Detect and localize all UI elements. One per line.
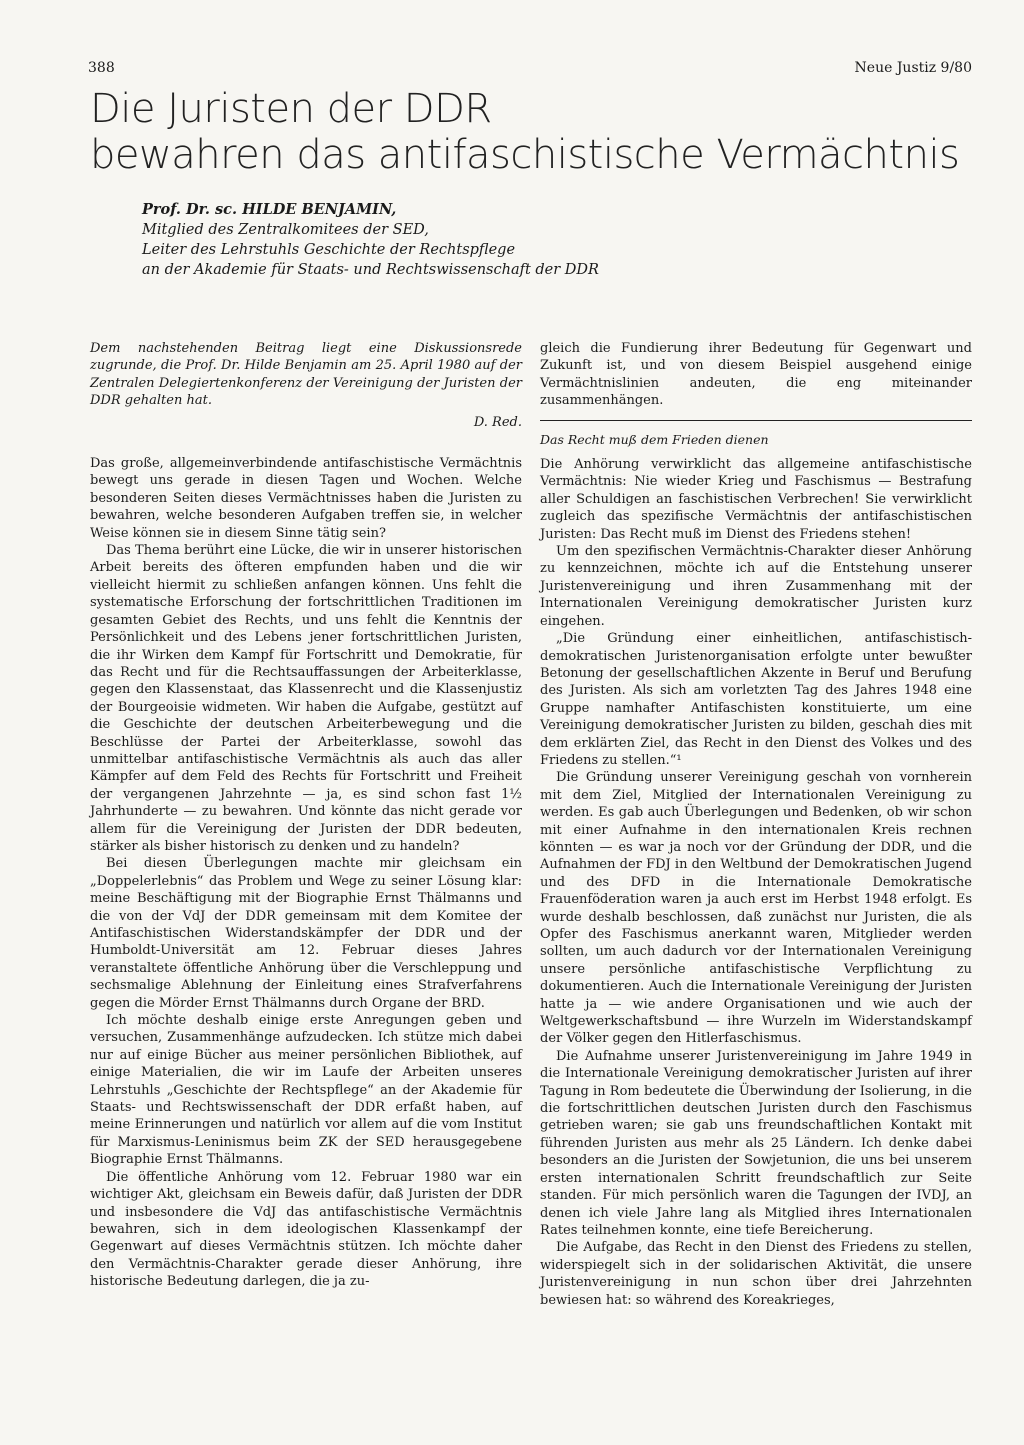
body-paragraph: Die Aufnahme unserer Juristenvereinigung im Jahre 1949 in die Internationale Vereinigung demokratischer Juristen auf ihrer Tagung in Rom bedeutete die Überwindung der Isolierung, in die die fortschrittlichen deutschen Juristen durch den Faschismus getrieben waren; sie gab uns freundschaftlichen Kontakt mit führenden Juristen aus mehr als 25 Ländern. Ich denke dabei besonders an die Juristen der Sowjetunion, die uns bei unserem ersten internationalen Schritt freundschaftlich zur Seite standen. Für mich persönlich waren die Tagungen der IVDJ, an denen ich viele Jahre lang als Mitglied ihres Internationalen Rates teilnehmen konnte, eine tiefe Bereicherung.	[540, 1048, 972, 1238]
author-affiliation: an der Akademie für Staats- und Rechtswissenschaft der DDR	[142, 262, 599, 278]
editorial-signature: D. Red.	[473, 414, 522, 430]
body-paragraph: Ich möchte deshalb einige erste Anregungen geben und versuchen, Zusammenhänge aufzudecken. Ich stütze mich dabei nur auf einige Bücher aus meiner persönlichen Bibliothek, auf einige Materialien, die wir im Laufe der Arbeiten unseres Lehrstuhls „Geschichte der Rechtspflege“ an der Akademie für Staats- und Rechtswissenschaft der DDR erfaßt haben, auf meine Erinnerungen und natürlich vor allem auf die vom Institut für Marxismus-Leninismus beim ZK der SED herausgegebene Biographie Ernst Thälmanns.	[90, 1013, 522, 1168]
body-paragraph: Die öffentliche Anhörung vom 12. Februar 1980 war ein wichtiger Akt, gleichsam ein Beweis dafür, daß Juristen der DDR und insbesondere die VdJ das antifaschistische Vermächtnis bewahren, sich in dem ideologischen Klassenkampf der Gegenwart auf dieses Vermächtnis stützen. Ich möchte daher den Vermächtnis-Charakter gerade dieser Anhörung, ihre historische Bedeutung darlegen, die ja zu-	[90, 1169, 522, 1290]
author-affiliation: Mitglied des Zentralkomitees der SED,	[142, 222, 429, 238]
author-block	[142, 200, 972, 280]
author-name: Prof. Dr. sc. HILDE BENJAMIN,	[142, 201, 397, 218]
title-line: bewahren das antifaschistische Vermächtnis	[90, 132, 960, 178]
article-title	[90, 86, 970, 178]
title-line: Die Juristen der DDR	[90, 86, 492, 132]
body-paragraph: Das große, allgemeinverbindende antifaschistische Vermächtnis bewegt uns gerade in diesen Tagen und Wochen. Welche besonderen Seiten dieses Vermächtnisses haben die Juristen zu bewahren, welche besonderen Aufgaben treffen sie, in welcher Weise können sie in diesem Sinne tätig sein?	[90, 456, 522, 541]
left-column	[90, 340, 522, 1291]
body-paragraph: Das Thema berührt eine Lücke, die wir in unserer historischen Arbeit bereits des öfteren empfunden haben und die wir vielleicht hiermit zu schließen anfangen können. Uns fehlt die systematische Erforschung der fortschrittlichen Traditionen im gesamten Gebiet des Rechts, und uns fehlt die Kenntnis der Persönlichkeit und des Lebens jener fortschrittlichen Juristen, die ihr Wirken dem Kampf für Fortschritt und Demokratie, für das Recht und für die Rechtsauffassungen der Arbeiterklasse, gegen den Klassenstaat, das Klassenrecht und die Klassenjustiz der Bourgeoisie widmeten. Wir haben die Aufgabe, gestützt auf die Geschichte der deutschen Arbeiterbewegung und die Beschlüsse der Partei der Arbeiterklasse, sowohl das unmittelbar antifaschistische Vermächtnis als auch das aller Kämpfer auf dem Feld des Rechts für Fortschritt und Freiheit der vergangenen Jahrzehnte — ja, es sind schon fast 1½ Jahrhunderte — zu bewahren. Und könnte das nicht gerade vor allem für die Vereinigung der Juristen der DDR bedeuten, stärker als bisher historisch zu denken und zu handeln?	[90, 543, 522, 854]
section-heading: Das Recht muß dem Frieden dienen	[540, 420, 972, 448]
body-paragraph: Die Gründung unserer Vereinigung geschah von vornherein mit dem Ziel, Mitglied der Internationalen Vereinigung zu werden. Es gab auch Überlegungen und Bedenken, ob wir schon mit einer Aufnahme in den internationalen Kreis rechnen könnten — es war ja noch vor der Gründung der DDR, und die Aufnahmen der FDJ in den Weltbund der Demokratischen Jugend und des DFD in die Internationale Demokratische Frauenföderation waren ja auch erst im Herbst 1948 erfolgt. Es wurde deshalb beschlossen, daß zunächst nur Juristen, die als Opfer des Faschismus anerkannt waren, Mitglieder werden sollten, um auch dadurch vor der Internationalen Vereinigung unsere persönliche antifaschistische Verpflichtung zu dokumentieren. Auch die Internationale Vereinigung der Juristen hatte ja — wie andere Organisationen und wie auch der Weltgewerkschaftsbund — ihre Wurzeln im Widerstandskampf der Völker gegen den Hitlerfaschismus.	[540, 770, 972, 1047]
body-paragraph: „Die Gründung einer einheitlichen, antifaschistisch-demokratischen Juristenorganisation erfolgte unter bewußter Betonung der gesellschaftlichen Akzente in Beruf und Berufung des Juristen. Als sich am vorletzten Tag des Jahres 1948 eine Gruppe namhafter Antifaschisten konstituierte, um eine Vereinigung demokratischer Juristen zu bilden, geschah dies mit dem erklärten Ziel, das Recht in den Dienst des Volkes und des Friedens zu stellen.“¹	[540, 631, 972, 768]
journal-issue: Neue Justiz 9/80	[854, 60, 972, 76]
page-number: 388	[88, 60, 115, 76]
editorial-note: Dem nachstehenden Beitrag liegt eine Diskussionsrede zugrunde, die Prof. Dr. Hilde Benjamin am 25. April 1980 auf der Zentralen Delegiertenkonferenz der Vereinigung der Juristen der DDR gehalten hat.	[90, 341, 522, 409]
right-column	[540, 340, 972, 1309]
body-paragraph: Bei diesen Überlegungen machte mir gleichsam ein „Doppelerlebnis“ das Problem und Wege zu seiner Lösung klar: meine Beschäftigung mit der Biographie Ernst Thälmanns und die von der VdJ der DDR gemeinsam mit dem Komitee der Antifaschistischen Widerstandskämpfer der DDR und der Humboldt-Universität am 12. Februar dieses Jahres veranstaltete öffentliche Anhörung über die Verschleppung und sechsmalige Ablehnung der Einleitung eines Strafverfahrens gegen die Mörder Ernst Thälmanns durch Organe der BRD.	[90, 856, 522, 1011]
body-paragraph: Um den spezifischen Vermächtnis-Charakter dieser Anhörung zu kennzeichnen, möchte ich auf die Entstehung unserer Juristenvereinigung und ihren Zusammenhang mit der Internationalen Vereinigung demokratischer Juristen kurz eingehen.	[540, 544, 972, 629]
author-affiliation: Leiter des Lehrstuhls Geschichte der Rechtspflege	[142, 242, 516, 258]
body-paragraph: Die Anhörung verwirklicht das allgemeine antifaschistische Vermächtnis: Nie wieder Krieg und Faschismus — Bestrafung aller Schuldigen an faschistischen Verbrechen! Sie verwirklicht zugleich das spezifische Vermächtnis der antifaschistischen Juristen: Das Recht muß im Dienst des Friedens stehen!	[540, 457, 972, 542]
page-header	[88, 60, 972, 80]
body-paragraph: gleich die Fundierung ihrer Bedeutung für Gegenwart und Zukunft ist, und von diesem Beispiel ausgehend einige Vermächtnislinien andeuten, die eng miteinander zusammenhängen.	[540, 341, 972, 409]
body-paragraph: Die Aufgabe, das Recht in den Dienst des Friedens zu stellen, widerspiegelt sich in der solidarischen Aktivität, die unsere Juristenvereinigung in nun schon über drei Jahrzehnten bewiesen hat: so während des Koreakrieges,	[540, 1240, 972, 1308]
